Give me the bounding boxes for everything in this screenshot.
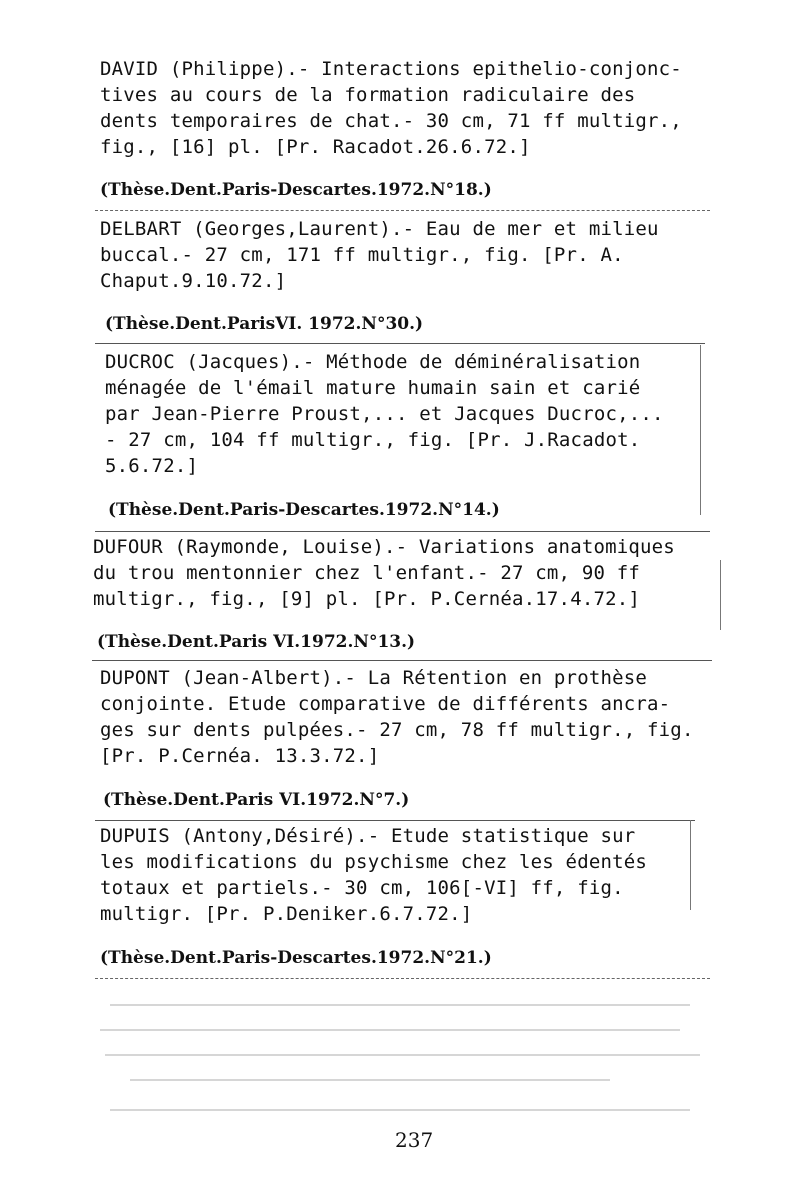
scan-edge-line [720,560,721,630]
entry-divider [92,660,712,661]
scan-edge-line [700,345,701,515]
entry-text-line: - 27 cm, 104 ff multigr., fig. [Pr. J.Racadot. [105,429,641,451]
thesis-reference: (Thèse.Dent.Paris-Descartes.1972.N°18.) [100,180,492,200]
entry-text-line: multigr., fig., [9] pl. [Pr. P.Cernéa.17.4.72.] [93,588,641,610]
entry-text-line: les modifications du psychisme chez les édentés [100,851,648,873]
entry-text-line: multigr. [Pr. P.Deniker.6.7.72.] [100,903,473,925]
entry-text-line: Chaput.9.10.72.] [100,270,287,292]
thesis-reference: (Thèse.Dent.Paris VI.1972.N°7.) [103,790,410,810]
bleed-through-texture [90,985,730,1135]
entry-divider [95,531,710,532]
entry-text-line: DUPUIS (Antony,Désiré).- Etude statistique sur [100,825,636,847]
entry-text-line: 5.6.72.] [105,455,199,477]
thesis-reference: (Thèse.Dent.ParisVI. 1972.N°30.) [105,314,424,334]
entry-divider [95,820,695,821]
entry-divider [95,978,710,979]
entry-text-line: conjointe. Etude comparative de différents ancra- [100,693,671,715]
entry-text-line: DAVID (Philippe).- Interactions epithelio-conjonc- [100,58,682,80]
entry-text-line: ménagée de l'émail mature humain sain et carié [105,377,641,399]
thesis-reference: (Thèse.Dent.Paris-Descartes.1972.N°14.) [108,500,500,520]
entry-text-line: buccal.- 27 cm, 171 ff multigr., fig. [Pr. A. [100,244,624,266]
entry-text-line: du trou mentonnier chez l'enfant.- 27 cm, 90 ff [93,562,641,584]
thesis-reference: (Thèse.Dent.Paris-Descartes.1972.N°21.) [100,948,492,968]
entry-text-line: totaux et partiels.- 30 cm, 106[-VI] ff, fig. [100,877,624,899]
scan-edge-line [690,820,691,910]
entry-text-line: dents temporaires de chat.- 30 cm, 71 ff multigr., [100,110,682,132]
page-number: 237 [395,1128,434,1152]
entry-text-line: DUFOUR (Raymonde, Louise).- Variations anatomiques [93,536,675,558]
entry-text-line: fig., [16] pl. [Pr. Racadot.26.6.72.] [100,136,531,158]
thesis-reference: (Thèse.Dent.Paris VI.1972.N°13.) [97,632,416,652]
entry-text-line: par Jean-Pierre Proust,... et Jacques Ducroc,... [105,403,664,425]
entry-text-line: DUPONT (Jean-Albert).- La Rétention en prothèse [100,667,648,689]
entry-text-line: [Pr. P.Cernéa. 13.3.72.] [100,745,380,767]
entry-text-line: DUCROC (Jacques).- Méthode de déminéralisation [105,351,641,373]
entry-divider [95,210,710,211]
entry-divider [95,343,705,344]
entry-text-line: DELBART (Georges,Laurent).- Eau de mer et milieu [100,218,659,240]
entry-text-line: tives au cours de la formation radiculaire des [100,84,636,106]
entry-text-line: ges sur dents pulpées.- 27 cm, 78 ff multigr., fig. [100,719,694,741]
